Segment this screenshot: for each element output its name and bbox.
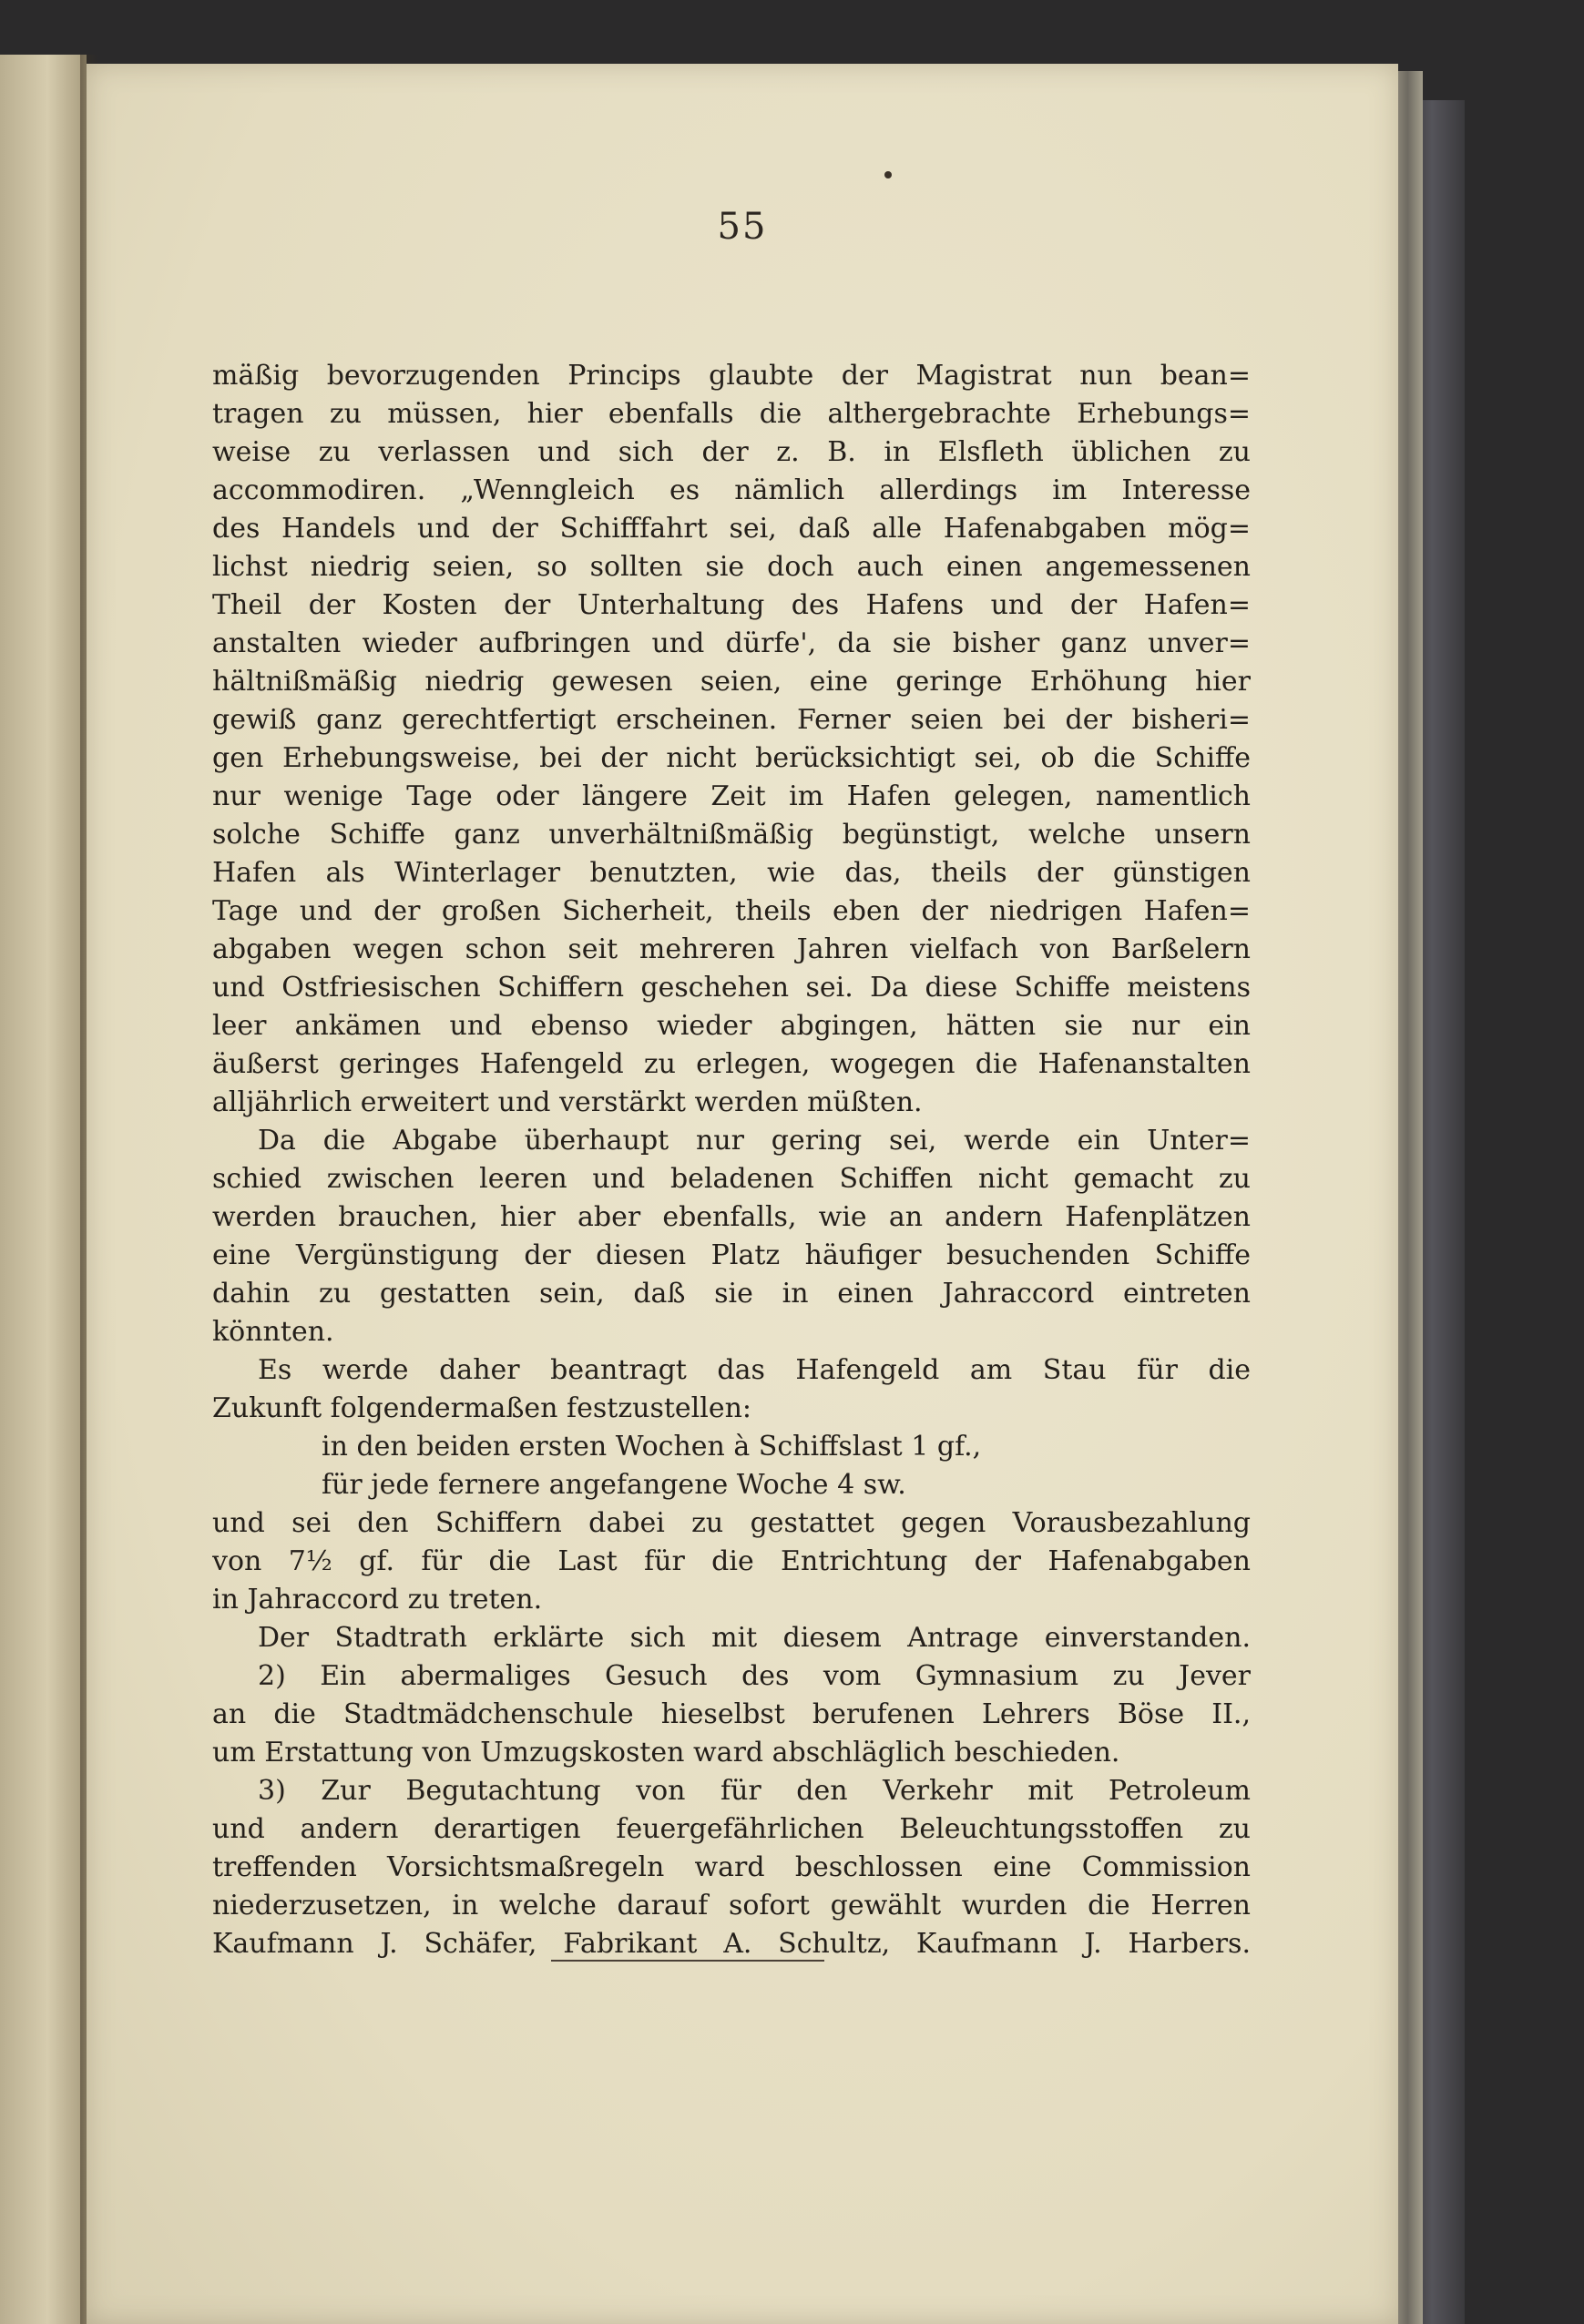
- text-line: an die Stadtmädchenschule hieselbst berufenen Lehrers Böse II.,: [212, 1698, 1251, 1730]
- text-line: solche Schiffe ganz unverhältnißmäßig begünstigt, welche unsern: [212, 819, 1251, 851]
- text-line: äußerst geringes Hafengeld zu erlegen, wogegen die Hafenanstalten: [212, 1048, 1251, 1080]
- text-line: dahin zu gestatten sein, daß sie in einen Jahraccord eintreten: [212, 1278, 1251, 1310]
- text-line: Tage und der großen Sicherheit, theils eben der niedrigen Hafen=: [212, 895, 1251, 927]
- text-line: anstalten wieder aufbringen und dürfe', da sie bisher ganz unver=: [212, 627, 1251, 659]
- text-line: gen Erhebungsweise, bei der nicht berücksichtigt sei, ob die Schiffe: [212, 742, 1251, 774]
- text-line: in den beiden ersten Wochen à Schiffslast 1 gf.,: [322, 1431, 982, 1463]
- text-line: Da die Abgabe überhaupt nur gering sei, werde ein Unter=: [258, 1125, 1251, 1157]
- text-line: werden brauchen, hier aber ebenfalls, wie an andern Hafenplätzen: [212, 1201, 1251, 1233]
- text-line: und sei den Schiffern dabei zu gestattet gegen Vorausbezahlung: [212, 1507, 1251, 1539]
- text-line: um Erstattung von Umzugskosten ward abschläglich beschieden.: [212, 1737, 1120, 1768]
- text-line: treffenden Vorsichtsmaßregeln ward beschlossen eine Commission: [212, 1851, 1251, 1883]
- text-line: alljährlich erweitert und verstärkt werden müßten.: [212, 1086, 923, 1118]
- text-line: Es werde daher beantragt das Hafengeld am Stau für die: [258, 1354, 1251, 1386]
- text-line: für jede fernere angefangene Woche 4 sw.: [322, 1469, 906, 1501]
- text-line: Zukunft folgendermaßen festzustellen:: [212, 1392, 752, 1424]
- book-page: [87, 64, 1398, 2324]
- page-number: 55: [717, 206, 768, 248]
- facing-page-edge: [0, 55, 87, 2324]
- text-line: mäßig bevorzugenden Princips glaubte der Magistrat nun bean=: [212, 360, 1251, 392]
- text-line: schied zwischen leeren und beladenen Schiffen nicht gemacht zu: [212, 1163, 1251, 1195]
- text-line: accommodiren. „Wenngleich es nämlich allerdings im Interesse: [212, 474, 1251, 506]
- text-line: abgaben wegen schon seit mehreren Jahren vielfach von Barßelern: [212, 933, 1251, 965]
- text-line: eine Vergünstigung der diesen Platz häufiger besuchenden Schiffe: [212, 1239, 1251, 1271]
- text-line: Kaufmann J. Schäfer, Fabrikant A. Schultz, Kaufmann J. Harbers.: [212, 1928, 1251, 1960]
- text-line: in Jahraccord zu treten.: [212, 1584, 543, 1616]
- text-line: von 7½ gf. für die Last für die Entrichtung der Hafenabgaben: [212, 1545, 1251, 1577]
- text-line: hältnißmäßig niedrig gewesen seien, eine geringe Erhöhung hier: [212, 666, 1251, 698]
- text-line: niederzusetzen, in welche darauf sofort gewählt wurden die Herren: [212, 1890, 1251, 1921]
- body-text: [212, 357, 1251, 1963]
- paper-speck: [884, 171, 892, 178]
- text-line: 3) Zur Begutachtung von für den Verkehr mit Petroleum: [258, 1775, 1251, 1807]
- text-line: nur wenige Tage oder längere Zeit im Hafen gelegen, namentlich: [212, 780, 1251, 812]
- text-line: Der Stadtrath erklärte sich mit diesem Antrage einverstanden.: [258, 1622, 1251, 1654]
- text-line: Hafen als Winterlager benutzten, wie das, theils der günstigen: [212, 857, 1251, 889]
- text-line: könnten.: [212, 1316, 334, 1348]
- text-line: 2) Ein abermaliges Gesuch des vom Gymnasium zu Jever: [258, 1660, 1251, 1692]
- text-line: und andern derartigen feuergefährlichen Beleuchtungsstoffen zu: [212, 1813, 1251, 1845]
- text-line: des Handels und der Schifffahrt sei, daß alle Hafenabgaben mög=: [212, 513, 1251, 545]
- text-line: weise zu verlassen und sich der z. B. in Elsfleth üblichen zu: [212, 436, 1251, 468]
- text-line: leer ankämen und ebenso wieder abgingen, hätten sie nur ein: [212, 1010, 1251, 1042]
- text-line: und Ostfriesischen Schiffern geschehen sei. Da diese Schiffe meistens: [212, 972, 1251, 1004]
- text-line: Theil der Kosten der Unterhaltung des Hafens und der Hafen=: [212, 589, 1251, 621]
- text-line: gewiß ganz gerechtfertigt erscheinen. Ferner seien bei der bisheri=: [212, 704, 1251, 736]
- text-line: lichst niedrig seien, so sollten sie doch auch einen angemessenen: [212, 551, 1251, 583]
- text-line: tragen zu müssen, hier ebenfalls die althergebrachte Erhebungs=: [212, 398, 1251, 430]
- end-rule: [551, 1960, 824, 1962]
